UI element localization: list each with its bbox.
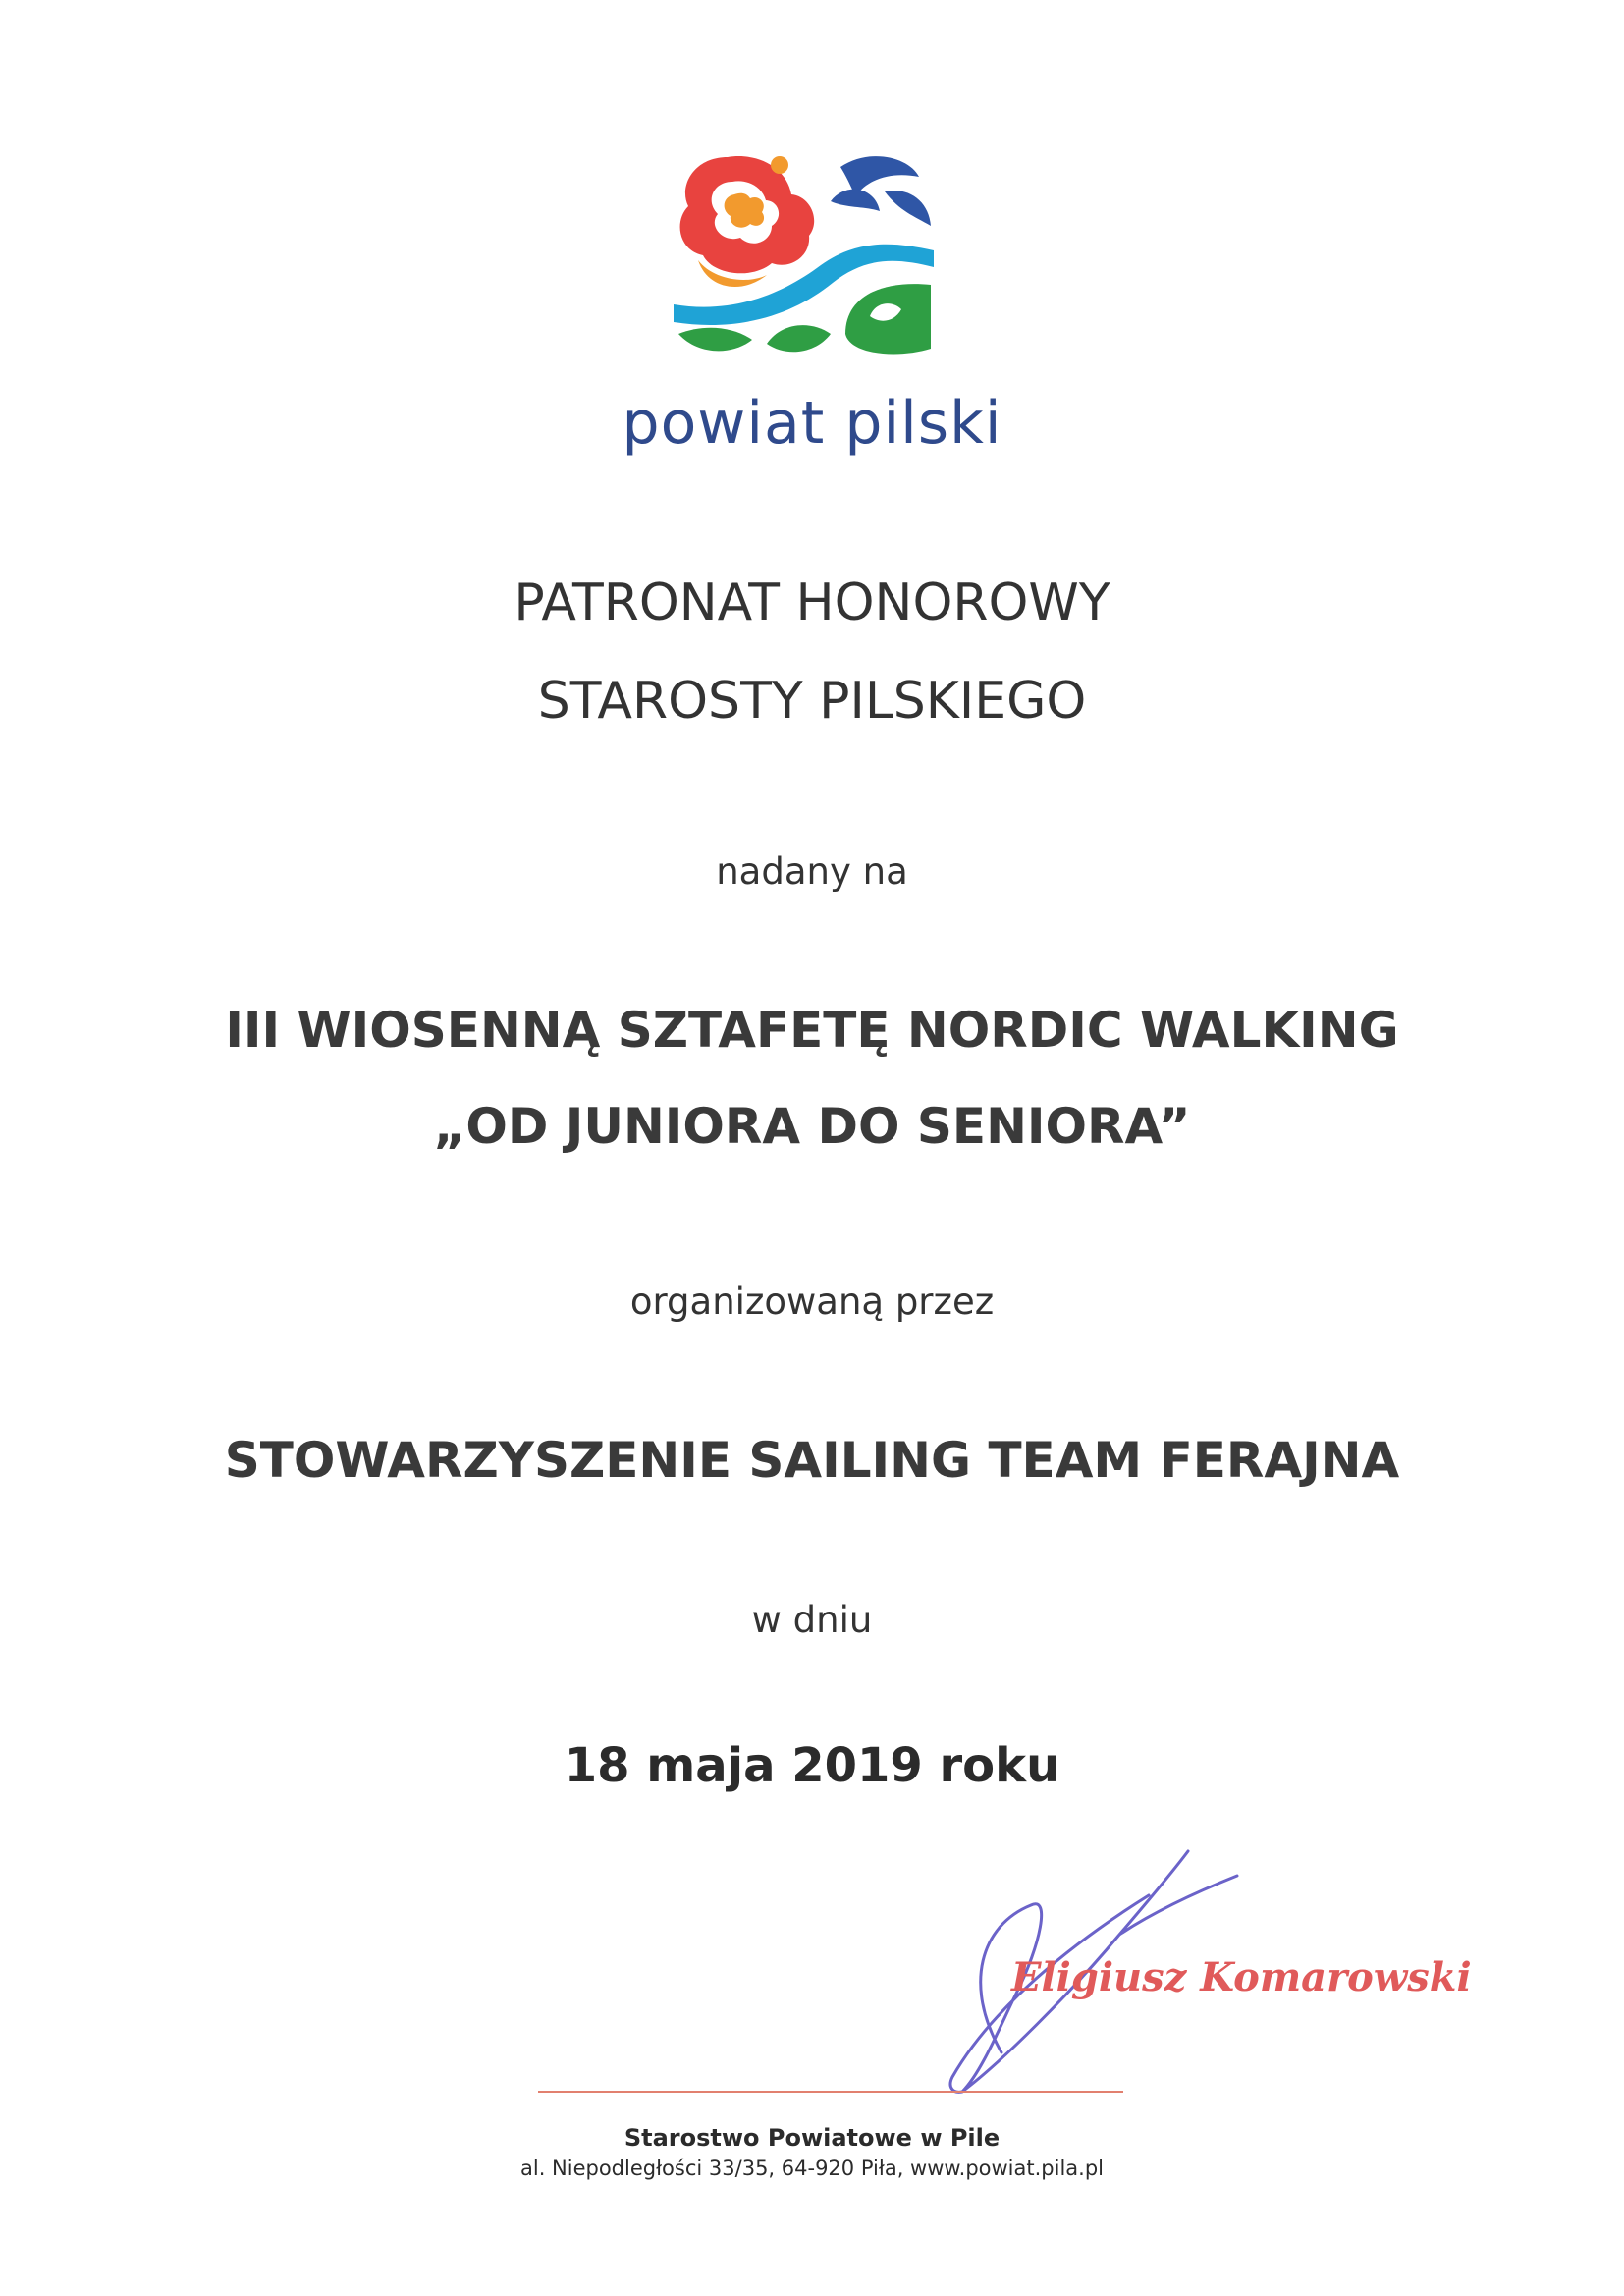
logo-wordmark: powiat pilski bbox=[622, 389, 1002, 458]
event-date: 18 maja 2019 roku bbox=[564, 1738, 1060, 1793]
granted-for-text: nadany na bbox=[716, 850, 908, 893]
certificate-title-line1: PATRONAT HONOROWY bbox=[514, 574, 1110, 632]
event-name-line1: III WIOSENNĄ SZTAFETĘ NORDIC WALKING bbox=[225, 1002, 1399, 1059]
organizer-name: STOWARZYSZENIE SAILING TEAM FERAJNA bbox=[224, 1432, 1400, 1489]
certificate-title-line2: STAROSTY PILSKIEGO bbox=[537, 672, 1087, 731]
signer-name: Eligiusz Komarowski bbox=[1011, 1954, 1472, 2000]
on-day-text: w dniu bbox=[751, 1599, 873, 1641]
footer-address: al. Niepodległości 33/35, 64-920 Piła, www.powiat.pila.pl bbox=[519, 2157, 1105, 2180]
event-name-line2: „OD JUNIORA DO SENIORA” bbox=[433, 1098, 1191, 1155]
organized-by-text: organizowaną przez bbox=[629, 1281, 995, 1323]
powiat-pilski-logo-icon bbox=[674, 147, 939, 359]
footer-divider bbox=[538, 2091, 1123, 2093]
footer-office-name: Starostwo Powiatowe w Pile bbox=[623, 2124, 1001, 2152]
